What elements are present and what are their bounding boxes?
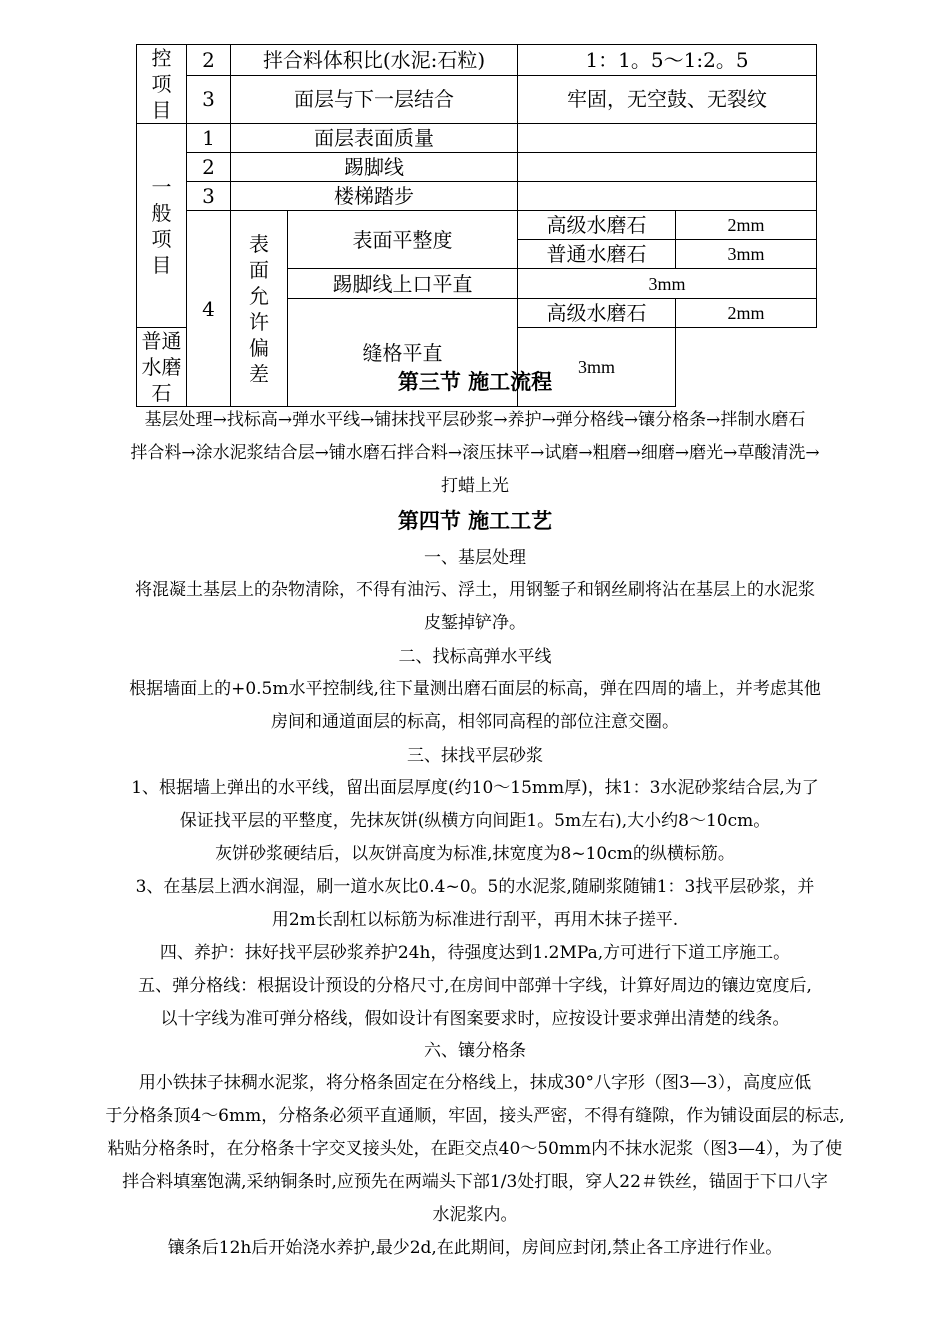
paragraph-line: 根据墙面上的+0.5m水平控制线,往下量测出磨石面层的标高，弹在四周的墙上，并考虑其他	[129, 679, 821, 699]
table-row	[137, 75, 817, 123]
subsection-title: 六、镶分格条	[424, 1041, 526, 1061]
subsection-paragraph	[60, 772, 890, 1036]
subsection-paragraph	[40, 1067, 910, 1265]
item-cell: 拌合料体积比(水泥:石粒)	[231, 45, 518, 76]
subsection-title: 三、抹找平层砂浆	[407, 746, 543, 766]
subsection-paragraph	[60, 673, 890, 739]
joint-item-cell: 缝格平直	[288, 299, 518, 407]
section3-flow-paragraph	[60, 404, 890, 503]
value-cell: 2mm	[676, 299, 817, 328]
paragraph-line: 皮錾掉铲净。	[424, 613, 526, 633]
main-control-group-cell: 控项目	[137, 45, 187, 124]
standard-cell	[518, 153, 817, 182]
standard-cell: 1：1。5～1:2。5	[518, 45, 817, 76]
paragraph-line: 五、弹分格线：根据设计预设的分格尺寸,在房间中部弹十字线，计算好周边的镶边宽度后,	[138, 976, 812, 996]
table-row	[137, 124, 817, 153]
standard-cell	[518, 182, 817, 211]
item-cell: 踢脚线	[231, 153, 518, 182]
item-cell: 面层与下一层结合	[231, 75, 518, 123]
table-row	[137, 45, 817, 76]
paragraph-line: 灰饼砂浆硬结后，以灰饼高度为标准,抹宽度为8~10cm的纵横标筋。	[215, 844, 735, 864]
row-number: 1	[187, 124, 231, 153]
row-number: 3	[187, 182, 231, 211]
section4-title: 第四节 施工工艺	[397, 508, 553, 533]
grade-cell: 普通水磨石	[137, 328, 187, 407]
value-cell: 3mm	[676, 240, 817, 269]
paragraph-line: 四、养护：抹好找平层砂浆养护24h，待强度达到1.2MPa,方可进行下道工序施工。	[159, 943, 791, 963]
table-row	[137, 153, 817, 182]
grade-cell: 普通水磨石	[518, 240, 676, 269]
quality-standard-table	[136, 44, 817, 407]
value-cell: 3mm	[518, 269, 817, 299]
subsection-paragraph	[60, 574, 890, 640]
subsection-title: 二、找标高弹水平线	[398, 647, 552, 667]
paragraph-line: 拌合料填塞饱满,采纳铜条时,应预先在两端头下部1/3处打眼，穿人22＃铁丝，锚固于下口八字	[122, 1172, 828, 1192]
paragraph-line: 房间和通道面层的标高，相邻同高程的部位注意交圈。	[271, 712, 679, 732]
paragraph-line: 用小铁抹子抹稠水泥浆，将分格条固定在分格线上，抹成30°八字形（图3—3），高度应低	[138, 1073, 812, 1093]
paragraph-line: 打蜡上光	[441, 476, 509, 496]
paragraph-line: 粘贴分格条时，在分格条十字交叉接头处，在距交点40～50mm内不抹水泥浆（图3—4），为了使	[107, 1139, 843, 1159]
flatness-item-cell: 表面平整度	[288, 211, 518, 269]
value-cell: 3mm	[518, 328, 676, 407]
row-number: 3	[187, 75, 231, 123]
paragraph-line: 1、根据墙上弹出的水平线，留出面层厚度(约10～15mm厚)，抹1：3水泥砂浆结合层,为了	[131, 778, 819, 798]
standard-cell	[518, 124, 817, 153]
paragraph-line: 拌合料→涂水泥浆结合层→铺水磨石拌合料→滚压抹平→试磨→粗磨→细磨→磨光→草酸清洗→	[130, 443, 820, 463]
subsection-title: 一、基层处理	[424, 548, 526, 568]
grade-cell: 高级水磨石	[518, 299, 676, 328]
paragraph-line: 于分格条顶4～6mm，分格条必须平直通顺，牢固，接头严密，不得有缝隙，作为铺设面层的标志,	[105, 1106, 845, 1126]
paragraph-line: 保证找平层的平整度，先抹灰饼(纵横方向间距1。5m左右),大小约8～10cm。	[179, 811, 771, 831]
item-cell: 面层表面质量	[231, 124, 518, 153]
paragraph-line: 以十字线为准可弹分格线，假如设计有图案要求时，应按设计要求弹出清楚的线条。	[160, 1009, 790, 1029]
paragraph-line: 3、在基层上洒水润湿，刷一道水灰比0.4~0。5的水泥浆,随刷浆随铺1：3找平层砂浆，并	[135, 877, 815, 897]
paragraph-line: 用2m长刮杠以标筋为标准进行刮平，再用木抹子搓平.	[271, 910, 679, 930]
grade-cell: 高级水磨石	[518, 211, 676, 240]
paragraph-line: 基层处理→找标高→弹水平线→铺抹找平层砂浆→养护→弹分格线→镶分格条→拌制水磨石	[144, 410, 806, 430]
item-cell: 楼梯踏步	[231, 182, 518, 211]
row-number: 4	[187, 211, 231, 407]
paragraph-line: 水泥浆内。	[432, 1205, 518, 1225]
general-group-cell: 一般项目	[137, 124, 187, 328]
standard-cell: 牢固，无空鼓、无裂纹	[518, 75, 817, 123]
section3-title: 第三节 施工流程	[397, 369, 553, 394]
value-cell: 2mm	[676, 211, 817, 240]
skirting-item-cell: 踢脚线上口平直	[288, 269, 518, 299]
row-number: 2	[187, 153, 231, 182]
deviation-label-cell: 表面允许偏差	[231, 211, 288, 407]
table-row	[137, 182, 817, 211]
paragraph-line: 镶条后12h后开始浇水养护,最少2d,在此期间，房间应封闭,禁止各工序进行作业。	[167, 1238, 783, 1258]
table-row	[137, 211, 817, 240]
row-number: 2	[187, 45, 231, 76]
paragraph-line: 将混凝土基层上的杂物清除，不得有油污、浮土，用钢錾子和钢丝刷将沾在基层上的水泥浆	[135, 580, 815, 600]
